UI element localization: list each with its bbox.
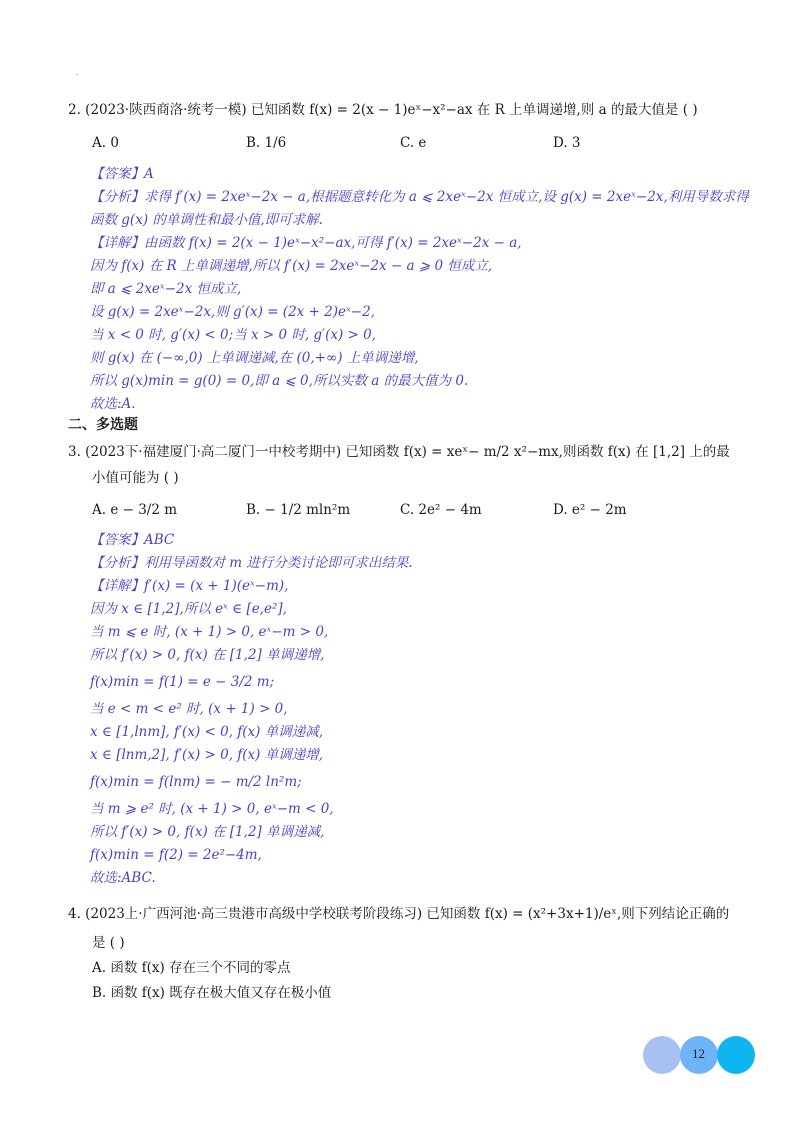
q4-stem-line-2: 是 ( ): [92, 935, 125, 951]
q3-detail-line: 当 e < m < e² 时, (x + 1) > 0,: [90, 701, 288, 717]
page-decoration-circle-left: [643, 1036, 681, 1074]
q3-option-a: A. e − 3/2 m: [92, 502, 178, 518]
q2-detail-line: 因为 f(x) 在 R 上单调递增,所以 f′(x) = 2xeˣ−2x − a ⩾ 0 恒成立,: [90, 258, 493, 274]
q3-detail-line: x ∈ [lnm,2], f′(x) > 0, f(x) 单调递增,: [90, 747, 324, 763]
q3-stem-line-1: 3. (2023下·福建厦门·高二厦门一中校考期中) 已知函数 f(x) = xeˣ− m/2 x²−mx,则函数 f(x) 在 [1,2] 上的最: [68, 444, 730, 460]
q3-option-c: C. 2e² − 4m: [400, 502, 482, 518]
q4-option-b: B. 函数 f(x) 既存在极大值又存在极小值: [92, 985, 332, 1001]
scan-speck: [76, 74, 78, 75]
q3-detail-line: 故选:ABC.: [90, 870, 156, 886]
q2-detail-line: 当 x < 0 时, g′(x) < 0;当 x > 0 时, g′(x) > 0,: [90, 327, 377, 343]
q3-option-d: D. e² − 2m: [553, 502, 627, 518]
q2-detail-line: 【详解】由函数 f(x) = 2(x − 1)eˣ−x²−ax,可得 f′(x) = 2xeˣ−2x − a,: [90, 235, 522, 251]
page-number: 12: [692, 1046, 705, 1061]
q4-stem-line-1: 4. (2023上·广西河池·高三贵港市高级中学校联考阶段练习) 已知函数 f(x) = (x²+3x+1)/eˣ,则下列结论正确的: [68, 906, 730, 922]
q2-answer: 【答案】A: [90, 166, 154, 182]
q3-detail-line: f(x)min = f(1) = e − 3/2 m;: [90, 674, 275, 690]
q2-detail-line: 故选:A.: [90, 396, 136, 412]
q3-option-b: B. − 1/2 mln²m: [246, 502, 351, 518]
q3-detail-line: f(x)min = f(lnm) = − m/2 ln²m;: [90, 774, 302, 790]
q2-detail-line: 设 g(x) = 2xeˣ−2x,则 g′(x) = (2x + 2)eˣ−2,: [90, 304, 375, 320]
q2-stem: 2. (2023·陕西商洛·统考一模) 已知函数 f(x) = 2(x − 1)eˣ−x²−ax 在 R 上单调递增,则 a 的最大值是 ( ): [68, 102, 698, 118]
q3-answer: 【答案】ABC: [90, 532, 175, 548]
q2-detail-line: 则 g(x) 在 (−∞,0) 上单调递减,在 (0,+∞) 上单调递增,: [90, 350, 419, 366]
q3-detail-line: 当 m ⩾ e² 时, (x + 1) > 0, eˣ−m < 0,: [90, 801, 334, 817]
q2-option-a: A. 0: [92, 135, 119, 151]
q3-detail-line: x ∈ [1,lnm], f′(x) < 0, f(x) 单调递减,: [90, 724, 324, 740]
page-decoration-circle-right: [717, 1036, 755, 1074]
q2-option-c: C. e: [400, 135, 427, 151]
q3-detail-line: 当 m ⩽ e 时, (x + 1) > 0, eˣ−m > 0,: [90, 624, 329, 640]
q3-detail-line: 【详解】f′(x) = (x + 1)(eˣ−m),: [90, 578, 289, 594]
q2-option-b: B. 1/6: [246, 135, 287, 151]
q2-detail-line: 即 a ⩽ 2xeˣ−2x 恒成立,: [90, 281, 242, 297]
q2-analysis-line-2: 函数 g(x) 的单调性和最小值,即可求解.: [90, 212, 323, 228]
q4-option-a: A. 函数 f(x) 存在三个不同的零点: [92, 960, 291, 976]
q3-detail-line: 所以 f′(x) > 0, f(x) 在 [1,2] 单调递增,: [90, 647, 325, 663]
q2-analysis-line-1: 【分析】求得 f′(x) = 2xeˣ−2x − a,根据题意转化为 a ⩽ 2xeˣ−2x 恒成立,设 g(x) = 2xeˣ−2x,利用导数求得: [90, 189, 749, 205]
section-title-multiple-choice: 二、多选题: [68, 417, 138, 433]
q3-detail-line: 因为 x ∈ [1,2],所以 eˣ ∈ [e,e²],: [90, 601, 287, 617]
q2-detail-line: 所以 g(x)min = g(0) = 0,即 a ⩽ 0,所以实数 a 的最大值为 0.: [90, 373, 469, 389]
q2-option-d: D. 3: [553, 135, 581, 151]
q3-stem-line-2: 小值可能为 ( ): [92, 470, 179, 486]
q3-analysis: 【分析】利用导函数对 m 进行分类讨论即可求出结果.: [90, 555, 413, 571]
q3-detail-line: 所以 f′(x) > 0, f(x) 在 [1,2] 单调递减,: [90, 824, 325, 840]
q3-detail-line: f(x)min = f(2) = 2e²−4m,: [90, 847, 262, 863]
